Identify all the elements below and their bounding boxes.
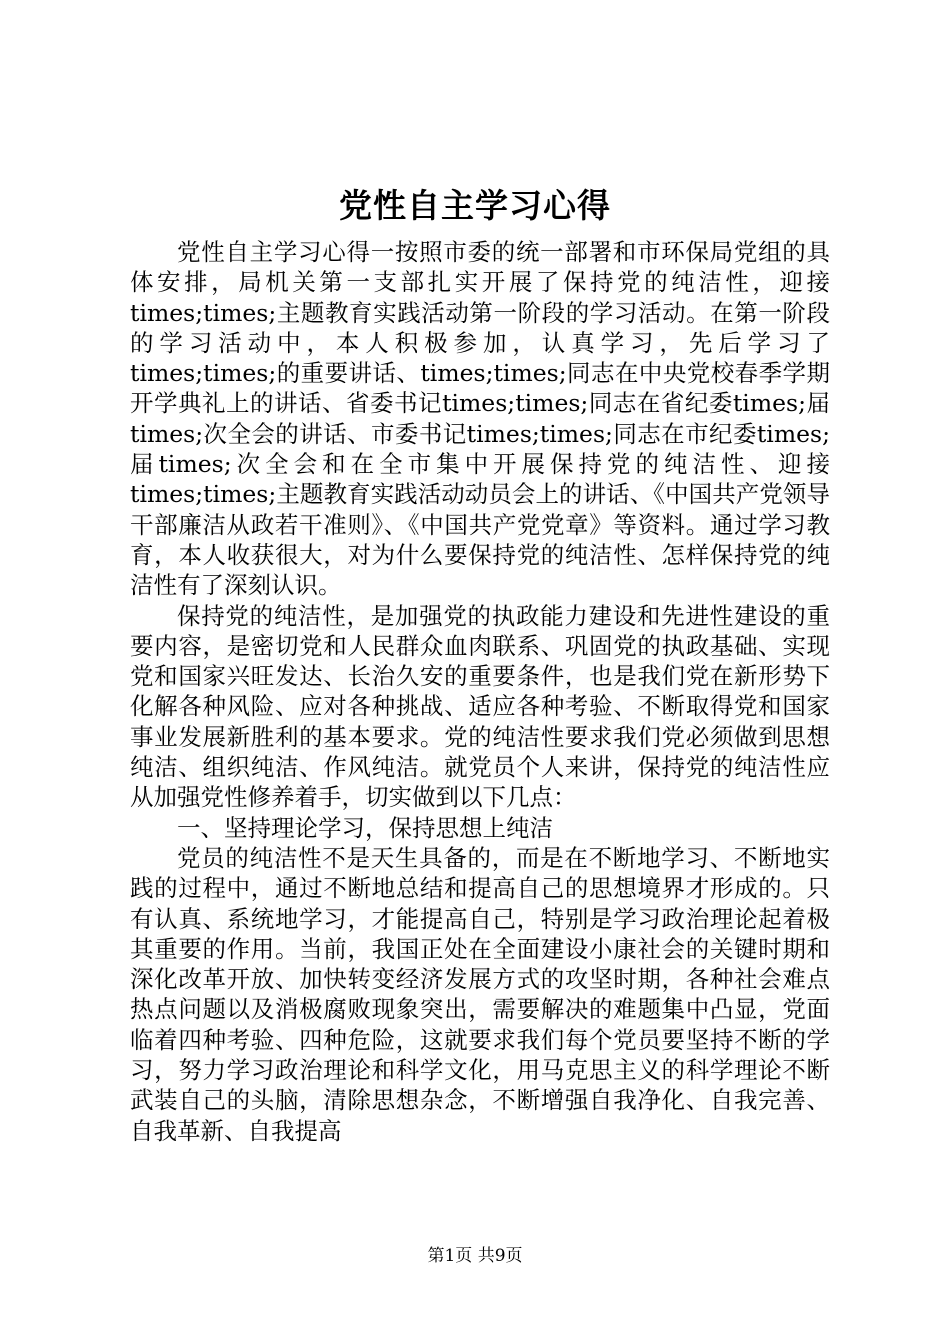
section-heading-1: 一、坚持理论学习，保持思想上纯洁: [177, 813, 553, 842]
paragraph-purity-importance: 保持党的纯洁性，是加强党的执政能力建设和先进性建设的重要内容，是密切党和人民群众血肉联系、巩固党的执政基础、实现党和国家兴旺发达、长治久安的重要条件，也是我们党在新形势下化解各种风险、应对各种挑战、适应各种考验、不断取得党和国家事业发展新胜利的基本要求。党的纯洁性要求我们党必须做到思想纯洁、组织纯洁、作风纯洁。就党员个人来讲，保持党的纯洁性应从加强党性修养着手，切实做到以下几点：: [130, 601, 830, 812]
document-body: [130, 237, 830, 1146]
document-title: 党性自主学习心得: [339, 186, 611, 225]
page-number-footer: 第1页 共9页: [427, 1246, 523, 1266]
paragraph-intro: 党性自主学习心得一按照市委的统一部署和市环保局党组的具体安排，局机关第一支部扎实开展了保持党的纯洁性，迎接times;times;主题教育实践活动第一阶段的学习活动。在第一阶段的学习活动中，本人积极参加，认真学习，先后学习了times;times;的重要讲话、times;times;同志在中央党校春季学期开学典礼上的讲话、省委书记times;times;同志在省纪委times;届times;次全会的讲话、市委书记times;times;同志在市纪委times;届times;次全会和在全市集中开展保持党的纯洁性、迎接times;times;主题教育实践活动动员会上的讲话、《中国共产党领导干部廉洁从政若干准则》、《中国共产党党章》等资料。通过学习教育，本人收获很大，对为什么要保持党的纯洁性、怎样保持党的纯洁性有了深刻认识。: [130, 238, 830, 600]
paragraph-theory-study: 党员的纯洁性不是天生具备的，而是在不断地学习、不断地实践的过程中，通过不断地总结和提高自己的思想境界才形成的。只有认真、系统地学习，才能提高自己，特别是学习政治理论起着极其重要的作用。当前，我国正处在全面建设小康社会的关键时期和深化改革开放、加快转变经济发展方式的攻坚时期，各种社会难点热点问题以及消极腐败现象突出，需要解决的难题集中凸显，党面临着四种考验、四种危险，这就要求我们每个党员要坚持不断的学习，努力学习政治理论和科学文化，用马克思主义的科学理论不断武装自己的头脑，清除思想杂念，不断增强自我净化、自我完善、自我革新、自我提高: [130, 843, 830, 1145]
